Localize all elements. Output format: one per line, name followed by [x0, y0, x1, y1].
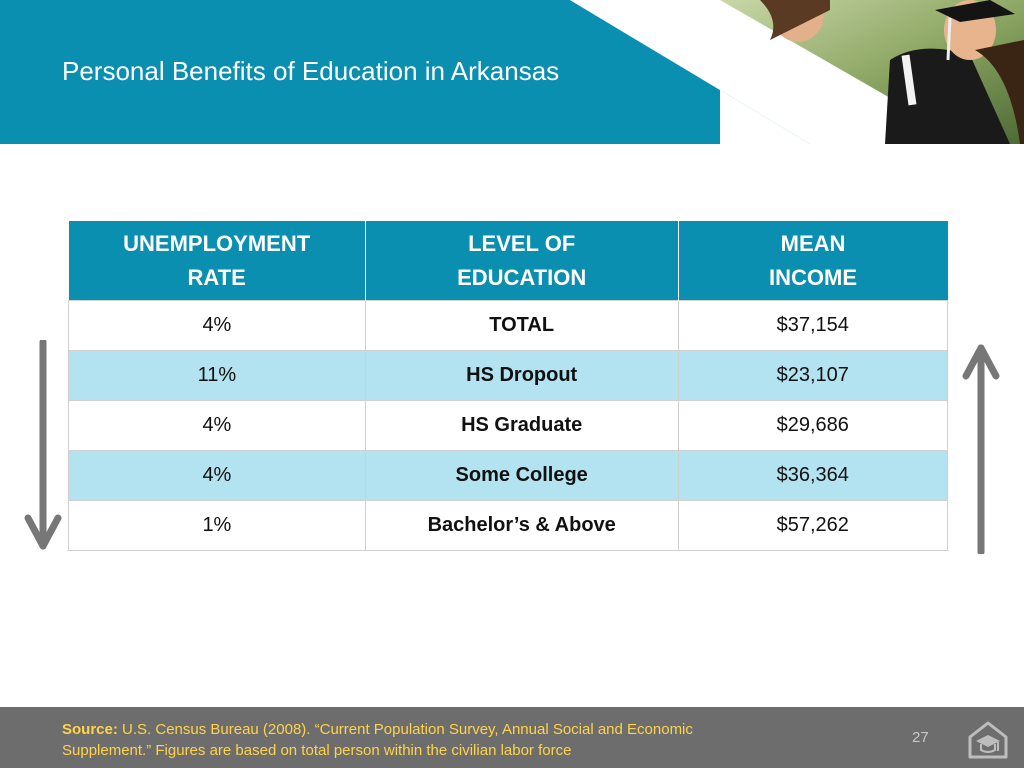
source-label: Source:: [62, 721, 118, 738]
unemployment-rate-cell: 11%: [69, 351, 366, 401]
unemployment-rate-cell: 4%: [69, 301, 366, 351]
source-line-2: Supplement.” Figures are based on total person within the civilian labor force: [62, 742, 572, 759]
mean-income-cell: $57,262: [678, 501, 947, 551]
mean-income-cell: $37,154: [678, 301, 947, 351]
table-row: [69, 301, 948, 351]
education-level-cell: Bachelor’s & Above: [365, 501, 678, 551]
header-unemployment-rate: UNEMPLOYMENT RATE: [69, 221, 366, 301]
education-level-cell: Some College: [365, 451, 678, 501]
mean-income-cell: $23,107: [678, 351, 947, 401]
header-level-of-education: LEVEL OF EDUCATION: [365, 221, 678, 301]
mean-income-cell: $36,364: [678, 451, 947, 501]
graduates-photo: [720, 0, 1024, 144]
table-header-row: [69, 221, 948, 301]
header-mean-income: MEAN INCOME: [678, 221, 947, 301]
mean-income-cell: $29,686: [678, 401, 947, 451]
footer-bar: [0, 707, 1024, 768]
unemployment-rate-cell: 1%: [69, 501, 366, 551]
education-level-cell: HS Graduate: [365, 401, 678, 451]
education-level-cell: TOTAL: [365, 301, 678, 351]
education-level-cell: HS Dropout: [365, 351, 678, 401]
arrow-down-icon: [24, 340, 62, 554]
arrow-up-icon: [962, 340, 1000, 554]
source-line-1: U.S. Census Bureau (2008). “Current Population Survey, Annual Social and Economic: [117, 721, 693, 738]
unemployment-rate-cell: 4%: [69, 401, 366, 451]
unemployment-rate-cell: 4%: [69, 451, 366, 501]
slide-title: Personal Benefits of Education in Arkansas: [62, 56, 560, 86]
education-table: [68, 221, 948, 551]
table-row: [69, 351, 948, 401]
graduation-cap-house-icon: [966, 717, 1010, 761]
table-row: [69, 401, 948, 451]
table-row: [69, 501, 948, 551]
table-row: [69, 451, 948, 501]
source-citation: [62, 719, 822, 761]
page-number: 27: [912, 729, 929, 746]
